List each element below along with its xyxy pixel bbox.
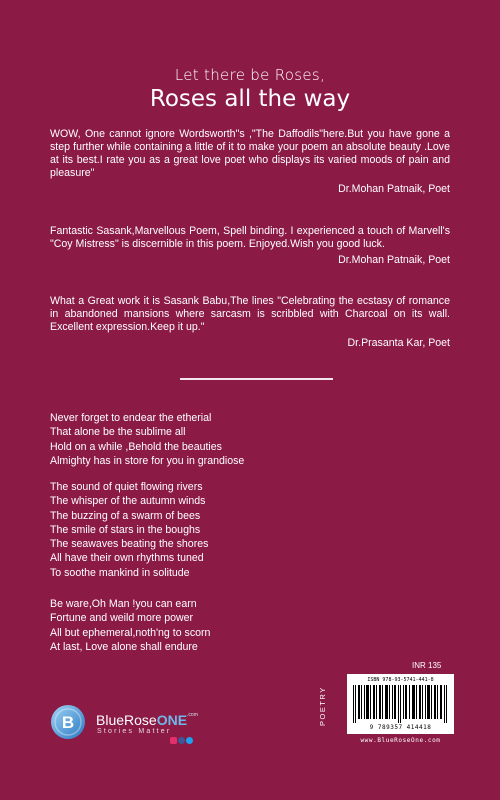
bluerose-logo-icon	[50, 704, 86, 740]
review-1	[50, 128, 450, 196]
poem-line: Hold on a while ,Behold the beauties	[50, 440, 222, 453]
barcode-bars	[353, 685, 448, 723]
publisher-website: www.BlueRoseOne.com	[360, 737, 441, 744]
logo-letter: B	[61, 713, 75, 732]
poem-line: Never forget to endear the etherial	[50, 412, 212, 424]
publisher-name-part1: BlueRose	[96, 712, 157, 728]
isbn-text: ISBN 978-93-5741-441-8	[367, 677, 434, 683]
poem-line: That alone be the sublime all	[50, 426, 186, 439]
title-line-2: Roses all the way	[149, 86, 351, 112]
social-icons	[170, 737, 193, 744]
poem-line: All have their own rhythms tuned	[50, 552, 204, 565]
barcode-digits: 9 789357 414418	[369, 724, 432, 731]
poem-line: The buzzing of a swarm of bees	[50, 509, 201, 522]
category-label: POETRY	[318, 686, 327, 726]
review-text: What a Great work it is Sasank Babu,The lines "Celebrating the ecstasy of romance in abandoned mansions where sarcasm is scribbled with Charcoal on its wall. Excellent expression.Keep it up."	[50, 295, 450, 333]
instagram-icon	[170, 737, 177, 744]
publisher-tagline: Stories Matter	[97, 728, 172, 735]
poem-line: The smile of stars in the boughs	[50, 523, 201, 536]
poem-line: The whisper of the autumn winds	[50, 495, 206, 508]
poem-line: To soothe mankind in solitude	[50, 566, 190, 579]
publisher-domain: .com	[187, 712, 198, 718]
poem-line: Almighty has in store for you in grandiose	[50, 454, 245, 467]
twitter-icon	[186, 737, 193, 744]
publisher-name	[96, 712, 198, 728]
review-text: WOW, One cannot ignore Wordsworth"s ,"The Daffodils"here.But you have gone a step further while containing a little of it to make your poem an absolute beauty .Love at its best.I rate you as a great love poet who displays its varied moods of pain and pleasure"	[50, 128, 450, 179]
poem-line: The sound of quiet flowing rivers	[50, 481, 203, 493]
review-3	[50, 295, 450, 350]
poem-stanza-2	[50, 480, 370, 580]
review-2	[50, 225, 450, 267]
poem-stanza-3	[50, 597, 370, 654]
review-author: Dr.Mohan Patnaik, Poet	[338, 254, 450, 266]
poem-line: All but ephemeral,noth'ng to scorn	[50, 626, 211, 639]
poem-stanza-1	[50, 411, 370, 468]
review-text: Fantastic Sasank,Marvellous Poem, Spell binding. I experienced a touch of Marvell's "Coy Mistress" is discernible in this poem. Enjoyed.Wish you good luck.	[50, 225, 450, 250]
divider	[180, 378, 333, 380]
title-line-1: Let there be Roses,	[174, 66, 326, 84]
review-author: Dr.Prasanta Kar, Poet	[347, 337, 450, 349]
poem-line: Fortune and weild more power	[50, 612, 194, 625]
poem-line: The seawaves beating the shores	[50, 538, 209, 551]
poem-line: Be ware,Oh Man !you can earn	[50, 598, 197, 610]
publisher-name-part2: ONE	[156, 712, 188, 728]
facebook-icon	[178, 737, 185, 744]
price: INR 135	[412, 661, 442, 670]
poem-line: At last, Love alone shall endure	[50, 640, 198, 653]
review-author: Dr.Mohan Patnaik, Poet	[338, 183, 450, 195]
barcode	[347, 674, 454, 734]
